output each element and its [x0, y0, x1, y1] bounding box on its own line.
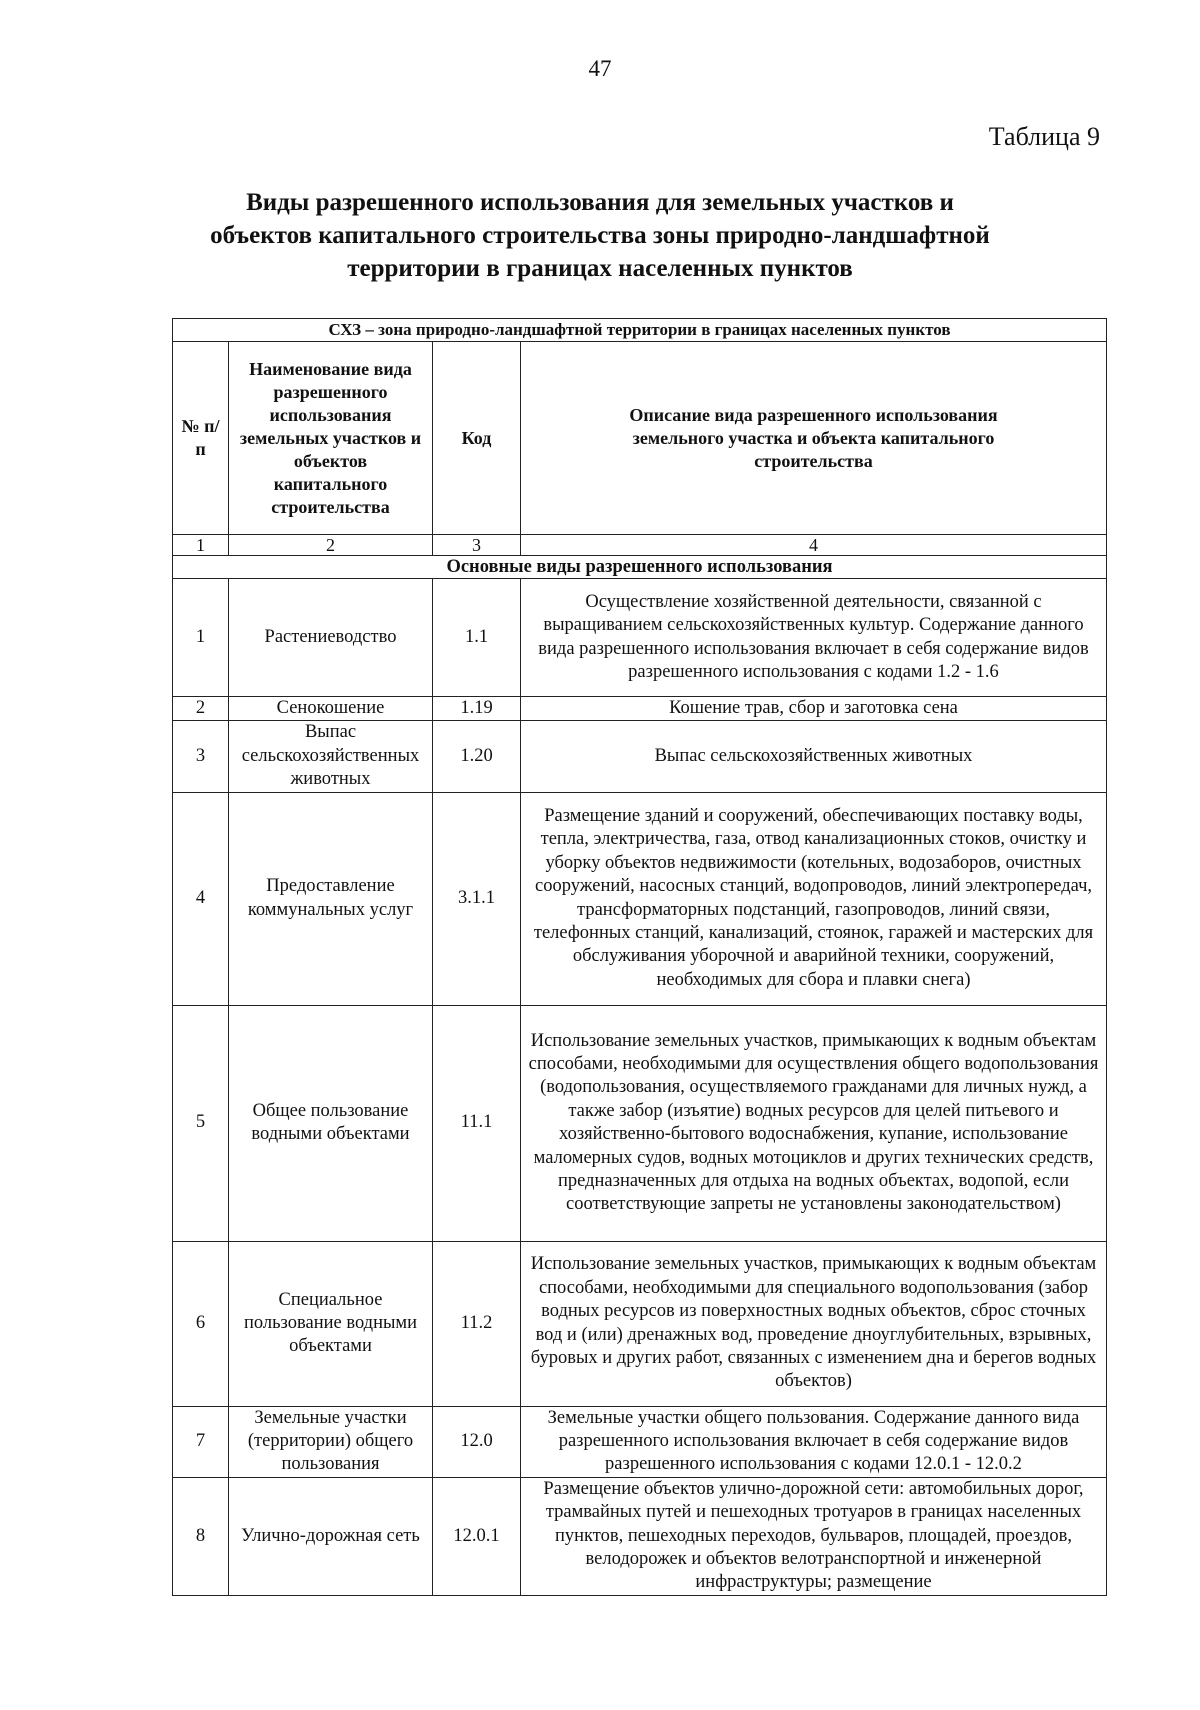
table-row [173, 792, 1107, 1005]
row-number: 8 [173, 1477, 229, 1595]
section-row [173, 556, 1107, 579]
table-row [173, 697, 1107, 721]
column-number: 3 [433, 535, 521, 556]
document-title [150, 186, 1050, 285]
row-name: Специальное пользование водными объектами [229, 1241, 433, 1406]
header-description: Описание вида разрешенного использования земельного участка и объекта капитального строительства [521, 342, 1107, 535]
row-number: 3 [173, 721, 229, 792]
row-number: 4 [173, 792, 229, 1005]
row-number: 6 [173, 1241, 229, 1406]
row-description: Использование земельных участков, примыкающих к водным объектам способами, необходимыми для специального водопользования (забор водных ресурсов из поверхностных водных объектов, сброс сточных вод и (или) дренажных вод, проведение дноуглубительных, взрывных, буровых и других работ, связанных с изменением дна и берегов водных объектов) [521, 1241, 1107, 1406]
table-row [173, 1477, 1107, 1595]
row-name: Улично-дорожная сеть [229, 1477, 433, 1595]
row-number: 1 [173, 579, 229, 697]
row-code: 11.2 [433, 1241, 521, 1406]
column-number: 1 [173, 535, 229, 556]
row-name: Растениеводство [229, 579, 433, 697]
table-row [173, 1005, 1107, 1241]
row-description: Выпас сельскохозяйственных животных [521, 721, 1107, 792]
row-code: 1.1 [433, 579, 521, 697]
row-description: Размещение объектов улично-дорожной сети: автомобильных дорог, трамвайных путей и пешеходных тротуаров в границах населенных пунктов, пешеходных переходов, бульваров, площадей, проездов, велодорожек и объектов велотранспортной и инженерной инфраструктуры; размещение [521, 1477, 1107, 1595]
row-code: 11.1 [433, 1005, 521, 1241]
row-number: 7 [173, 1406, 229, 1477]
row-code: 1.19 [433, 697, 521, 721]
section-title: Основные виды разрешенного использования [173, 556, 1107, 579]
header-num: № п/п [173, 342, 229, 535]
table-label: Таблица 9 [988, 122, 1100, 151]
row-description: Размещение зданий и сооружений, обеспечивающих поставку воды, тепла, электричества, газа, отвод канализационных стоков, очистку и уборку объектов недвижимости (котельных, водозаборов, очистных сооружений, насосных станций, водопроводов, линий электропередач, трансформаторных подстанций, газопроводов, линий связи, телефонных станций, канализаций, стоянок, гаражей и мастерских для обслуживания уборочной и аварийной техники, сооружений, необходимых для сбора и плавки снега) [521, 792, 1107, 1005]
row-name: Предоставление коммунальных услуг [229, 792, 433, 1005]
row-name: Сенокошение [229, 697, 433, 721]
table-row [173, 1406, 1107, 1477]
page-number: 47 [588, 56, 612, 81]
row-name: Общее пользование водными объектами [229, 1005, 433, 1241]
title-line: объектов капитального строительства зоны природно-ландшафтной [210, 222, 990, 249]
header-name: Наименование вида разрешенного использования земельных участков и объектов капитального строительства [229, 342, 433, 535]
row-code: 12.0 [433, 1406, 521, 1477]
row-code: 12.0.1 [433, 1477, 521, 1595]
row-code: 1.20 [433, 721, 521, 792]
row-number: 2 [173, 697, 229, 721]
zone-title: СХЗ – зона природно-ландшафтной территории в границах населенных пунктов [173, 319, 1107, 342]
title-line: территории в границах населенных пунктов [347, 255, 853, 282]
row-number: 5 [173, 1005, 229, 1241]
table-row [173, 579, 1107, 697]
row-name: Земельные участки (территории) общего пользования [229, 1406, 433, 1477]
land-use-table [172, 318, 1107, 1596]
title-line: Виды разрешенного использования для земельных участков и [246, 189, 954, 216]
zone-title-row [173, 319, 1107, 342]
table-row [173, 721, 1107, 792]
header-row [173, 342, 1107, 535]
row-name: Выпас сельскохозяйственных животных [229, 721, 433, 792]
row-description: Кошение трав, сбор и заготовка сена [521, 697, 1107, 721]
row-code: 3.1.1 [433, 792, 521, 1005]
row-description: Земельные участки общего пользования. Содержание данного вида разрешенного использования включает в себя содержание видов разрешенного использования с кодами 12.0.1 - 12.0.2 [521, 1406, 1107, 1477]
table-row [173, 1241, 1107, 1406]
column-number-row [173, 535, 1107, 556]
column-number: 4 [521, 535, 1107, 556]
header-code: Код [433, 342, 521, 535]
row-description: Использование земельных участков, примыкающих к водным объектам способами, необходимыми для осуществления общего водопользования (водопользования, осуществляемого гражданами для личных нужд, а также забор (изъятие) водных ресурсов для целей питьевого и хозяйственно-бытового водоснабжения, купание, использование маломерных судов, водных мотоциклов и других технических средств, предназначенных для отдыха на водных объектах, водопой, если соответствующие запреты не установлены законодательством) [521, 1005, 1107, 1241]
column-number: 2 [229, 535, 433, 556]
row-description: Осуществление хозяйственной деятельности, связанной с выращиванием сельскохозяйственных культур. Содержание данного вида разрешенного использования включает в себя содержание видов разрешенного использования с кодами 1.2 - 1.6 [521, 579, 1107, 697]
